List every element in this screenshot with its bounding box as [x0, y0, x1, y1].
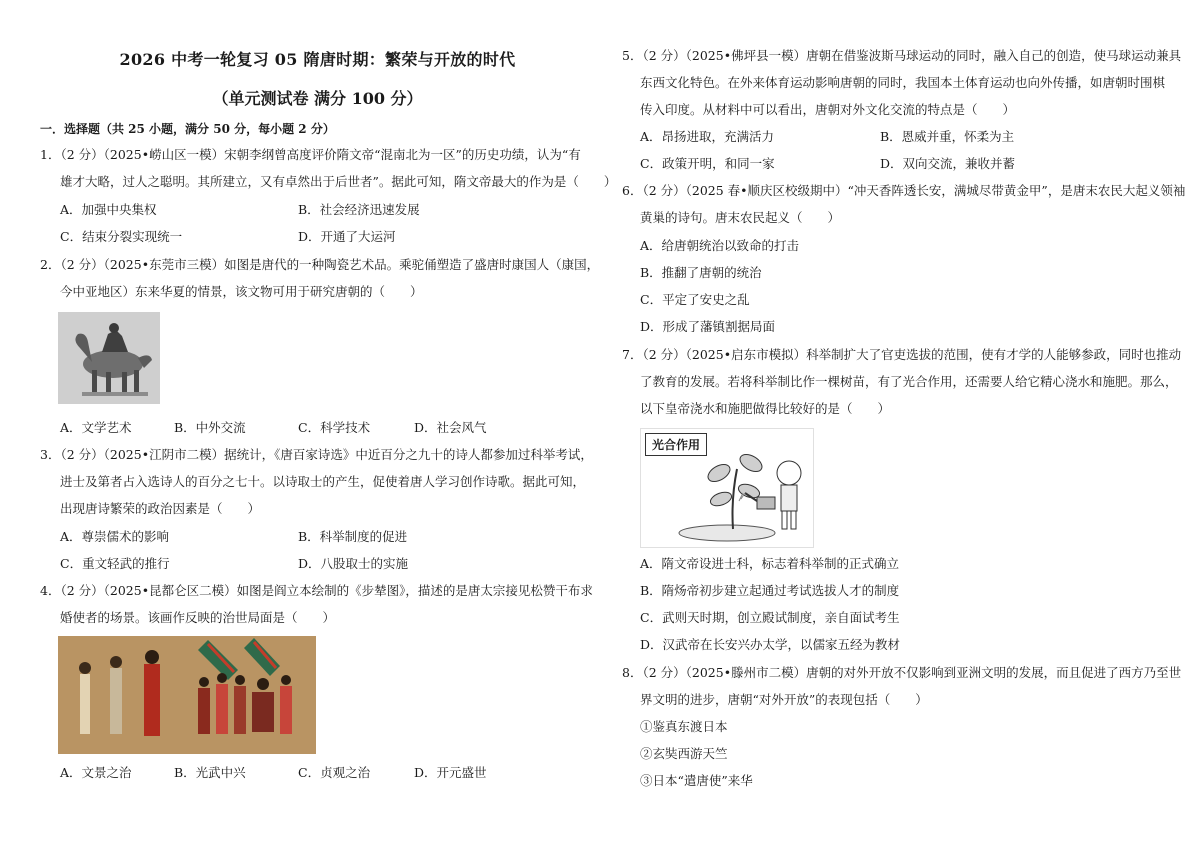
q2-option-a[interactable]: A．文学艺术	[60, 420, 132, 435]
q4-option-a[interactable]: A．文景之治	[60, 765, 132, 780]
q3-line-3: 出现唐诗繁荣的政治因素是（ ）	[60, 501, 261, 516]
q5-line-2: 东西文化特色。在外来体育运动影响唐朝的同时，我国本土体育运动也向外传播，如唐朝时围棋	[640, 75, 1166, 90]
q4-option-c[interactable]: C．贞观之治	[298, 765, 371, 780]
q6-line-1: 6．（2 分）（2025 春•顺庆区校级期中）“冲天香阵透长安，满城尽带黄金甲”，是唐末农民大起义领袖	[622, 183, 1186, 198]
bunian-painting-image	[58, 636, 316, 754]
q1-option-c[interactable]: C．结束分裂实现统一	[60, 229, 183, 244]
q4-line-1: 4．（2 分）（2025•昆都仑区二模）如图是阎立本绘制的《步辇图》，描述的是唐太宗接见松赞干布求	[40, 583, 593, 598]
q7-option-b[interactable]: B．隋炀帝初步建立起通过考试选拔人才的制度	[640, 583, 900, 598]
q3-option-a[interactable]: A．尊崇儒术的影响	[60, 529, 170, 544]
photosynthesis-label: 光合作用	[645, 433, 707, 456]
q2-option-b[interactable]: B．中外交流	[174, 420, 246, 435]
photosynthesis-cartoon-image	[640, 428, 814, 548]
camel-rider-figurine-image	[58, 312, 160, 404]
q8-line-2: 界文明的进步，唐朝“对外开放”的表现包括（ ）	[640, 692, 928, 707]
painting-scene-icon	[58, 636, 316, 754]
page-title: 2026 中考一轮复习 05 隋唐时期：繁荣与开放的时代	[119, 50, 516, 69]
q4-option-b[interactable]: B．光武中兴	[174, 765, 246, 780]
q6-option-d[interactable]: D．形成了藩镇割据局面	[640, 319, 776, 334]
q2-option-c[interactable]: C．科学技术	[298, 420, 371, 435]
q4-line-2: 婚使者的场景。该画作反映的治世局面是（ ）	[60, 610, 336, 625]
q1-line-2: 雄才大略，过人之聪明。其所建立，又有卓然出于后世者”。据此可知，隋文帝最大的作为是（ ）	[60, 174, 617, 189]
q7-line-3: 以下皇帝浇水和施肥做得比较好的是（ ）	[640, 401, 891, 416]
q6-option-c[interactable]: C．平定了安史之乱	[640, 292, 750, 307]
q5-option-a[interactable]: A．昂扬进取，充满活力	[640, 129, 775, 144]
q2-option-d[interactable]: D．社会风气	[414, 420, 487, 435]
q7-option-c[interactable]: C．武则天时期，创立殿试制度，亲自面试考生	[640, 610, 900, 625]
q3-option-d[interactable]: D．八股取士的实施	[298, 556, 409, 571]
q8-item-1: ①鉴真东渡日本	[640, 719, 728, 734]
q5-option-c[interactable]: C．政策开明，和同一家	[640, 156, 775, 171]
q5-line-1: 5．（2 分）（2025•佛坪县一模）唐朝在借鉴波斯马球运动的同时，融入自己的创造，使马球运动兼具	[622, 48, 1182, 63]
q7-line-2: 了教育的发展。若将科举制比作一棵树苗，有了光合作用，还需要人给它精心浇水和施肥。那么，	[640, 374, 1178, 389]
q1-option-a[interactable]: A．加强中央集权	[60, 202, 157, 217]
q7-option-d[interactable]: D．汉武帝在长安兴办太学，以儒家五经为教材	[640, 637, 901, 652]
q5-option-d[interactable]: D．双向交流，兼收并蓄	[880, 156, 1016, 171]
q6-line-2: 黄巢的诗句。唐末农民起义（ ）	[640, 210, 841, 225]
q1-line-1: 1．（2 分）（2025•崂山区一模）宋朝李纲曾高度评价隋文帝“混南北为一区”的历史功绩，认为“有	[40, 147, 581, 162]
q7-option-a[interactable]: A．隋文帝设进士科，标志着科举制的正式确立	[640, 556, 900, 571]
camel-figurine-icon	[58, 312, 160, 404]
q1-option-d[interactable]: D．开通了大运河	[298, 229, 396, 244]
q6-option-a[interactable]: A．给唐朝统治以致命的打击	[640, 238, 800, 253]
q8-item-2: ②玄奘西游天竺	[640, 746, 728, 761]
page-subtitle: （单元测试卷 满分 100 分）	[212, 89, 423, 108]
q6-option-b[interactable]: B．推翻了唐朝的统治	[640, 265, 762, 280]
q3-line-2: 进士及第者占入选诗人的百分之七十。以诗取士的产生，促使着唐人学习创作诗歌。据此可知，	[60, 474, 586, 489]
q5-line-3: 传入印度。从材料中可以看出，唐朝对外文化交流的特点是（ ）	[640, 102, 1016, 117]
q8-line-1: 8．（2 分）（2025•滕州市二模）唐朝的对外开放不仅影响到亚洲文明的发展，而且促进了西方乃至世	[622, 665, 1182, 680]
q4-option-d[interactable]: D．开元盛世	[414, 765, 487, 780]
q1-option-b[interactable]: B．社会经济迅速发展	[298, 202, 420, 217]
q7-line-1: 7．（2 分）（2025•启东市模拟）科举制扩大了官吏选拔的范围，使有才学的人能够参政，同时也推动	[622, 347, 1182, 362]
q5-option-b[interactable]: B．恩威并重，怀柔为主	[880, 129, 1015, 144]
q2-line-1: 2．（2 分）（2025•东莞市三模）如图是唐代的一种陶瓷艺术品。乘驼俑塑造了盛唐时康国人（康国，	[40, 257, 600, 272]
q8-item-3: ③日本“遣唐使”来华	[640, 773, 753, 788]
q2-line-2: 今中亚地区）东来华夏的情景，该文物可用于研究唐朝的（ ）	[60, 284, 423, 299]
q3-option-b[interactable]: B．科举制度的促进	[298, 529, 408, 544]
section-heading: 一．选择题（共 25 小题，满分 50 分，每小题 2 分）	[40, 122, 335, 136]
q3-line-1: 3．（2 分）（2025•江阴市二模）据统计，《唐百家诗选》中近百分之九十的诗人都参加过科举考试，	[40, 447, 593, 462]
q3-option-c[interactable]: C．重文轻武的推行	[60, 556, 170, 571]
